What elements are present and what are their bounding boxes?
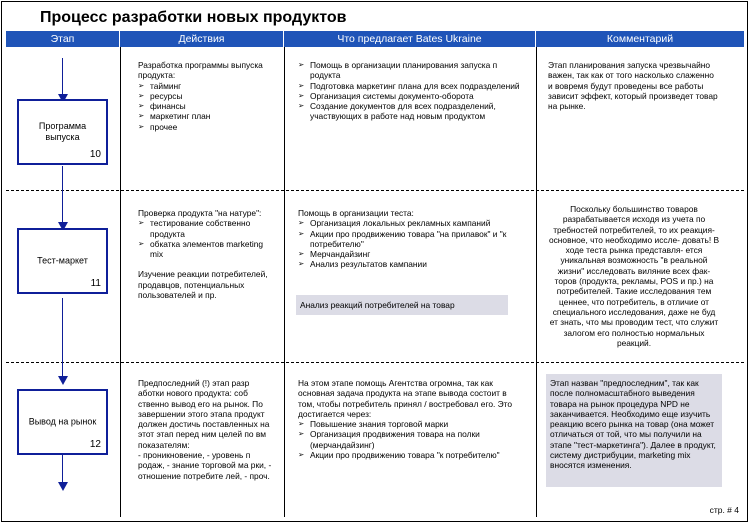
flow-arrow-icon	[58, 376, 68, 385]
column-divider	[120, 47, 121, 517]
flow-line	[62, 58, 63, 99]
list-item: ➢ тайминг	[138, 81, 278, 91]
list-item: ➢ тестирование собственно продукта	[138, 218, 278, 239]
list-item: ➢ Организация продвижения товара на полки (мерчандайзинг)	[298, 429, 524, 450]
offer-cell-market-launch	[298, 378, 524, 460]
list-item: ➢ Мерчандайзинг	[298, 249, 526, 259]
stage-label: Вывод на рынок	[28, 416, 97, 427]
header-stage: Этап	[6, 31, 120, 47]
row-divider	[6, 362, 744, 363]
header-actions: Действия	[120, 31, 284, 47]
actions-intro: Разработка программы выпуска продукта:	[138, 60, 263, 81]
stage-number: 11	[90, 278, 101, 289]
list-item: ➢ Организация системы документо-оборота	[298, 91, 526, 101]
stage-label: Программа выпуска	[38, 121, 87, 142]
row-divider	[6, 190, 744, 191]
actions-intro: Проверка продукта "на натуре":	[138, 208, 262, 218]
flow-line	[62, 298, 63, 380]
table-header	[6, 31, 744, 47]
list-item: ➢ Повышение знания торговой марки	[298, 419, 524, 429]
highlight-text: Анализ реакций потребителей на товар	[300, 300, 455, 310]
comment-text: Этап планирования запуска чрезвычайно важен, так как от того насколько слаженно и вовремя будут проведены все работы зависит эффект, который произведет товар на рынке.	[548, 60, 718, 112]
flow-arrow-icon	[58, 482, 68, 491]
page-title: Процесс разработки новых продуктов	[40, 9, 347, 26]
actions-metrics: - проникновение, - уровень п родаж, - знание торговой ма рки, - отношение потребите лей, - проч.	[138, 450, 272, 481]
offer-intro: На этом этапе помощь Агентства огромна, так как основная задача продукта на этапе вывода состоит в том, чтобы потребитель принял / востребовал его. Это достигается через:	[298, 378, 513, 419]
list-item: ➢ Анализ результатов кампании	[298, 259, 526, 269]
stage-box-market-launch	[17, 389, 108, 455]
actions-after: Изучение реакции потребителей, продавцов, потенциальных пользователей и пр.	[138, 269, 268, 301]
comment-text: Поскольку большинство товаров разрабатывается исходя из учета по требностей потребителей, то их реакция- основное, что необходимо иссле- довать! В ходе теста рынка представля- ется уникальная возможность "в реальной жизни" исследовать виляние всех фак- торов (продукта, рекламы, POS и пр.) на потребителей. Такие исследования тем ценнее, что потребитель, в отличие от специального исследования, даже не буд ет знать, что мы проводим тест, что служит залогом его полностью нормальных реакций.	[548, 204, 720, 348]
list-item: ➢ финансы	[138, 101, 278, 111]
list-item: ➢ ресурсы	[138, 91, 278, 101]
list-item: ➢ Акции про продвижению товара "на прилавок" и "к потребителю"	[298, 229, 526, 250]
actions-cell-test-market	[138, 208, 278, 300]
list-item: ➢ Акции про продвижению товара "к потребителю"	[298, 450, 524, 460]
offer-cell-test-market	[298, 208, 526, 270]
list-item: ➢ Создание документов для всех подразделений, участвующих в работе над новым продуктом	[298, 101, 526, 122]
list-item: ➢ Помощь в организации планирования запуска п родукта	[298, 60, 526, 81]
highlight-box	[546, 374, 722, 487]
flow-line	[62, 455, 63, 485]
list-item: ➢ обкатка элементов marketing mix	[138, 239, 278, 260]
stage-box-program	[17, 99, 108, 165]
stage-label: Тест-маркет	[37, 255, 88, 266]
comment-text: Этап назван "предпоследним", так как после полномасштабного выведения товара на рынок процедура NPD не заканчивается. Необходимо еще изучить реакцию всего рынка на товар (она может отличаться от той, что мы получили на этапе "тест-маркетинга"). Далее в продукт, систему дистрибуции, marketing mix вносятся изменения.	[550, 378, 716, 471]
flow-line	[62, 166, 63, 228]
actions-text: Предпоследний (!) этап разр аботки нового продукта: соб ственно вывод его на рынок. По завершении этого этапа продукт должен достичь поставленных на этот этап перед ним целей по вм показателям:	[138, 378, 270, 450]
list-item: ➢ Подготовка маркетинг плана для всех подразделений	[298, 81, 526, 91]
list-item: ➢ Организация локальных рекламных кампаний	[298, 218, 526, 228]
header-comment: Комментарий	[536, 31, 744, 47]
stage-number: 10	[89, 149, 101, 160]
column-divider	[284, 47, 285, 517]
highlight-box	[296, 295, 508, 315]
stage-number: 12	[89, 439, 101, 450]
actions-cell-market-launch	[138, 378, 272, 481]
page-number: стр. # 4	[709, 505, 739, 515]
list-item: ➢ прочее	[138, 122, 278, 132]
header-offer: Что предлагает Bates Ukraine	[284, 31, 536, 47]
offer-cell-program	[298, 60, 526, 122]
offer-intro: Помощь в организации теста:	[298, 208, 414, 218]
comment-cell-program	[548, 60, 718, 111]
column-divider	[536, 47, 537, 517]
comment-cell-test-market	[548, 204, 720, 348]
list-item: ➢ маркетинг план	[138, 111, 278, 121]
actions-cell-program	[138, 60, 278, 132]
stage-box-test-market	[17, 228, 108, 294]
